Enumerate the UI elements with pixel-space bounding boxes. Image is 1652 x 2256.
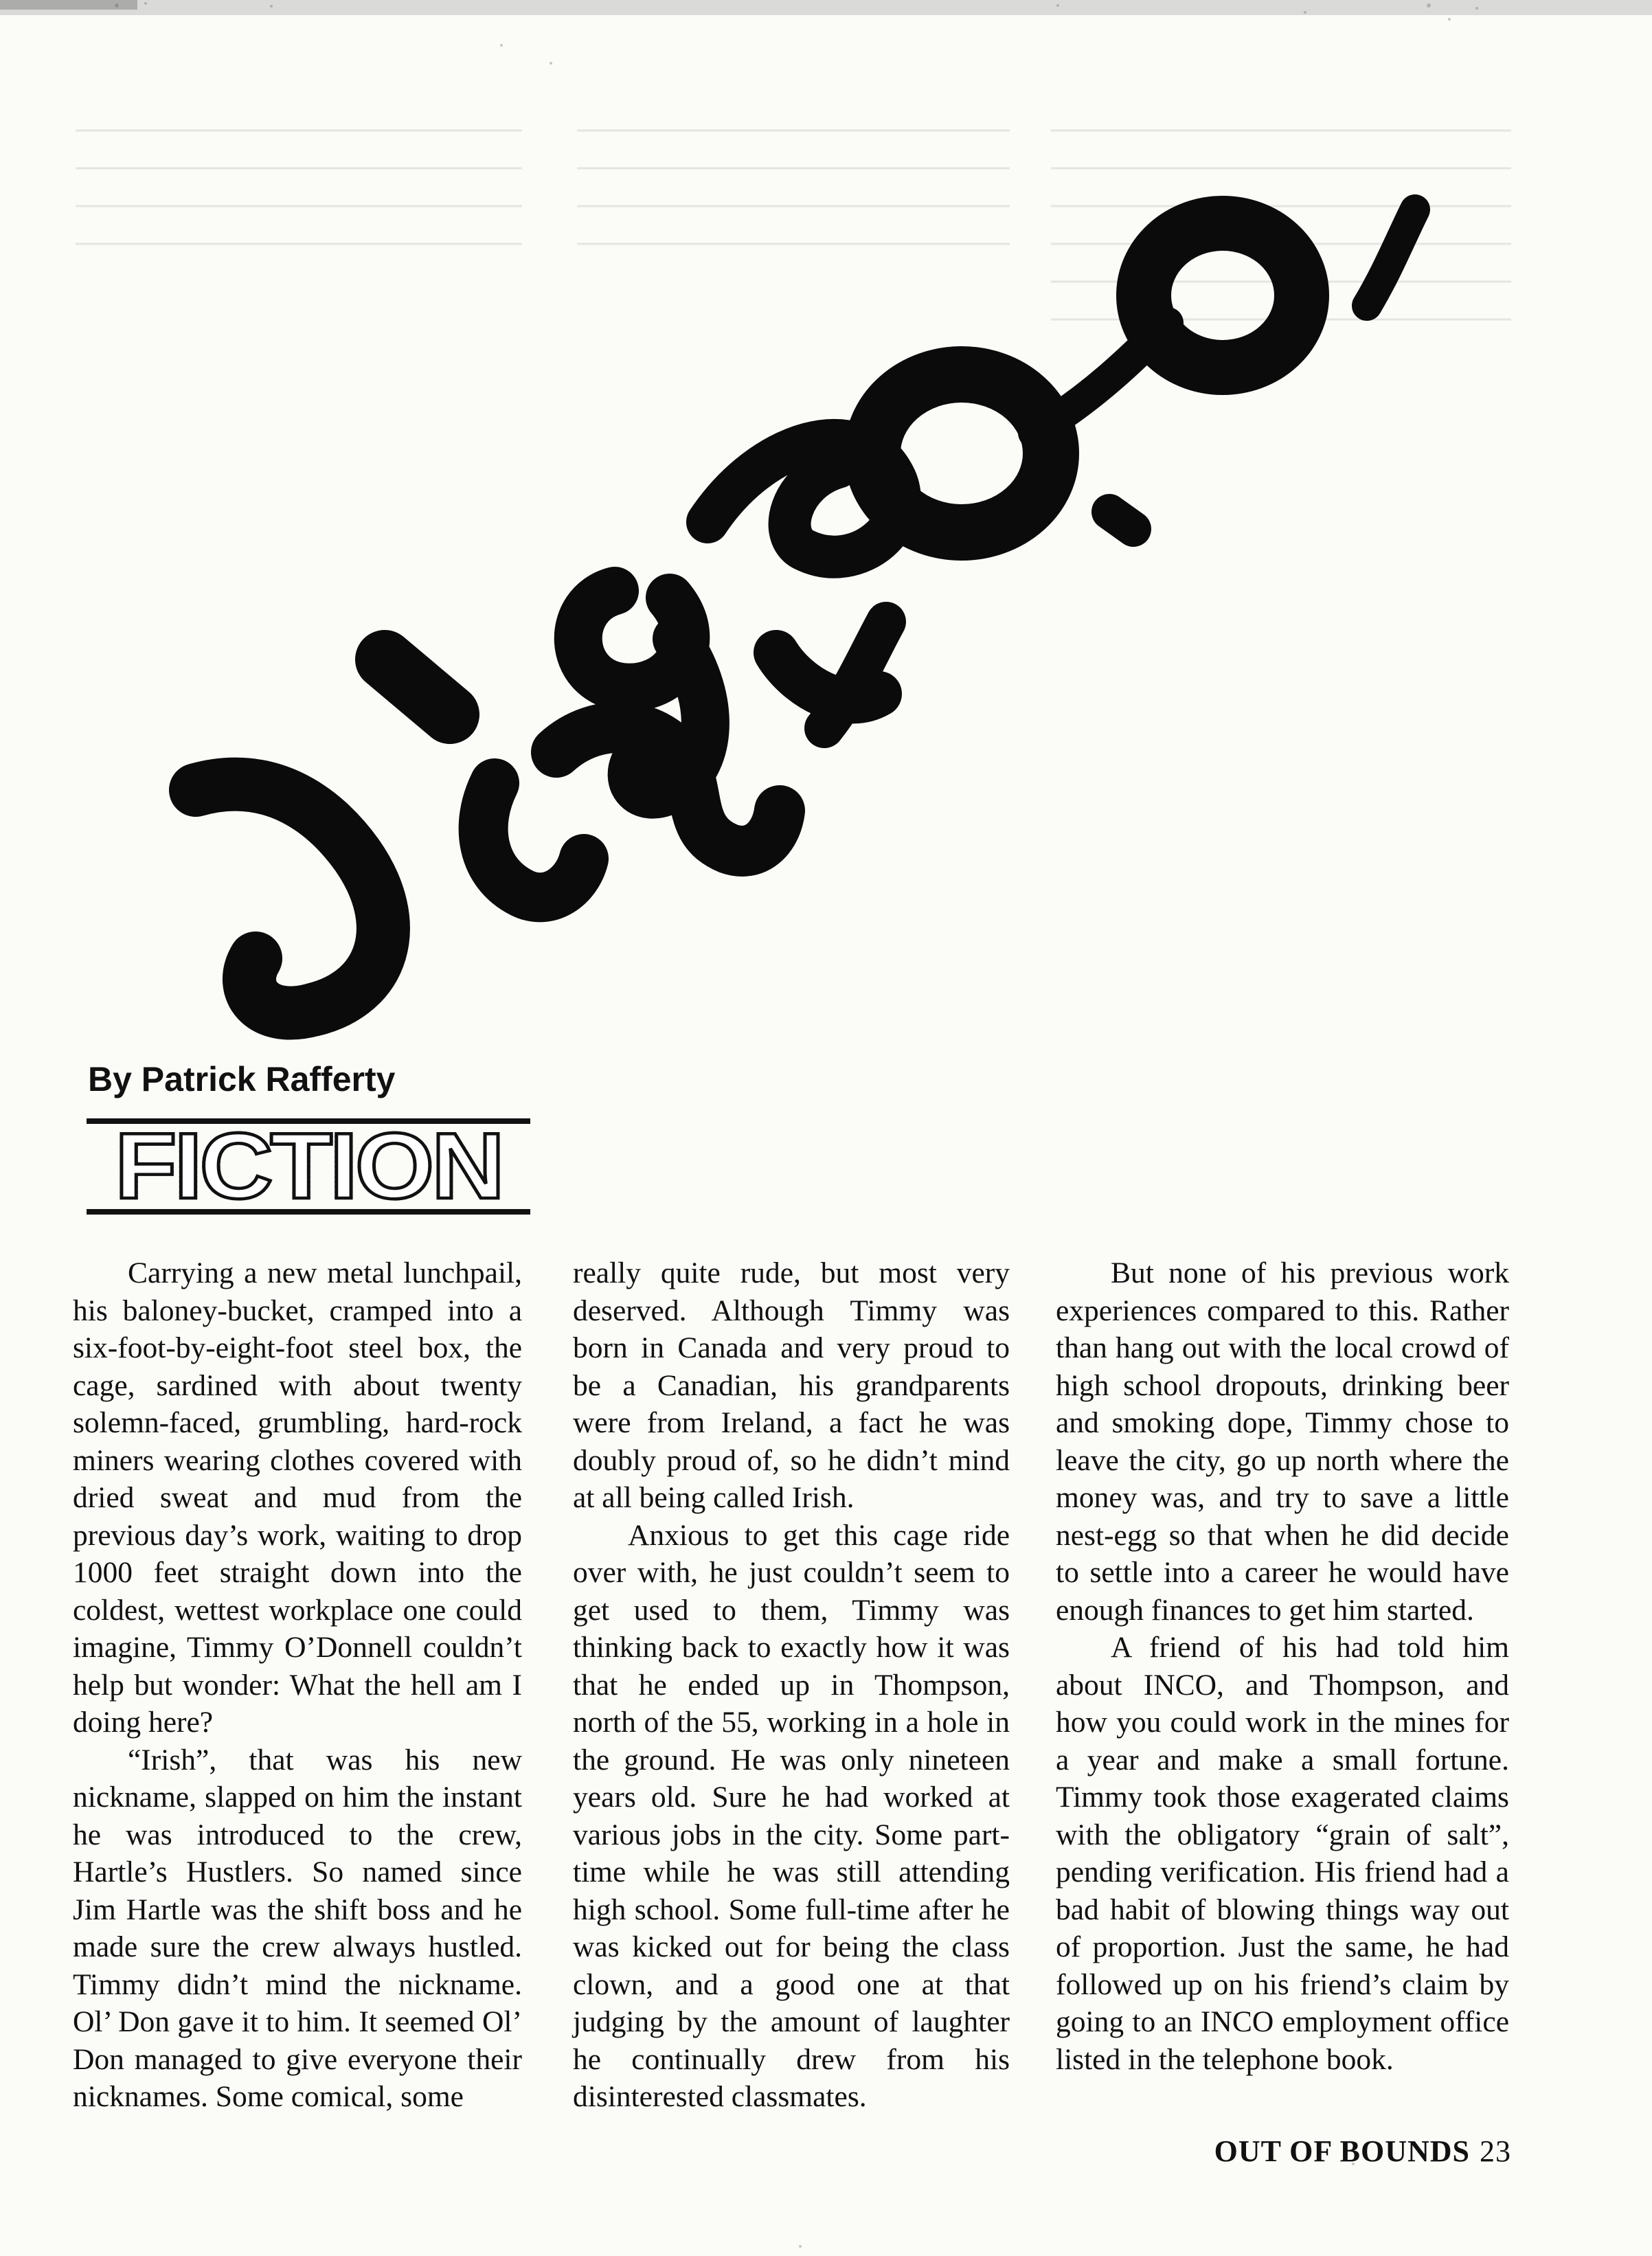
- publication-name: OUT OF BOUNDS: [1214, 2134, 1470, 2168]
- byline: By Patrick Rafferty: [88, 1060, 396, 1098]
- paragraph: “Irish”, that was his new nickname, slapped on him the instant he was introduced to the crew, Hartle’s Hustlers. So named since Jim Hartle was the shift boss and he made sure the crew always hustled. Timmy didn’t mind the nickname. Ol’ Don gave it to him. It seemed Ol’ Don managed to give everyone their nicknames. Some comical, some: [73, 1743, 522, 2113]
- page-footer: [1168, 2134, 1511, 2169]
- paragraph: A friend of his had told him about INCO, and Thompson, and how you could work in the mines for a year and make a small fortune. Timmy took those exagerated claims with the obligatory “grain of salt”, pending verification. His friend had a bad habit of blowing things way out of proportion. Just the same, he had followed up on his friend’s claim by going to an INCO employment office listed in the telephone book.: [1056, 1631, 1509, 2076]
- paragraph: Carrying a new metal lunchpail, his baloney-bucket, cramped into a six-foot-by-eight-foot steel box, the cage, sardined with about twenty solemn-faced, grumbling, hard-rock miners wearing clothes covered with dried sweat and mud from the previous day’s work, waiting to drop 1000 feet straight down into the coldest, wettest workplace one could imagine, Timmy O’Donnell couldn’t help but wonder: What the hell am I doing here?: [73, 1256, 522, 1739]
- section-banner: [87, 1114, 530, 1219]
- article-column-3: [1056, 1254, 1509, 2078]
- paragraph: But none of his previous work experiences compared to this. Rather than hang out with the local crowd of high school dropouts, drinking beer and smoking dope, Timmy chose to leave the city, go up north where the money was, and try to save a little nest-egg so that when he did decide to settle into a career he would have enough finances to get him started.: [1056, 1256, 1509, 1627]
- page-number: 23: [1480, 2134, 1511, 2168]
- article-column-1: [73, 1254, 522, 2116]
- section-label: FICTION: [115, 1114, 502, 1219]
- paragraph: really quite rude, but most very deserved. Although Timmy was born in Canada and very proud to be a Canadian, his grandparents were from Ireland, a fact he was doubly proud of, so he didn’t mind at all being called Irish.: [573, 1256, 1010, 1514]
- paragraph: Anxious to get this cage ride over with, he just couldn’t seem to get used to them, Timmy was thinking back to exactly how it was that he ended up in Thompson, north of the 55, working in a hole in the ground. He was only nineteen years old. Sure he had worked at various jobs in the city. Some part-time while he was still attending high school. Some full-time after he was kicked out for being the class clown, and a good one at that judging by the amount of laughter he continually drew from his disinterested classmates.: [573, 1518, 1010, 2113]
- article-column-2: [573, 1254, 1010, 2116]
